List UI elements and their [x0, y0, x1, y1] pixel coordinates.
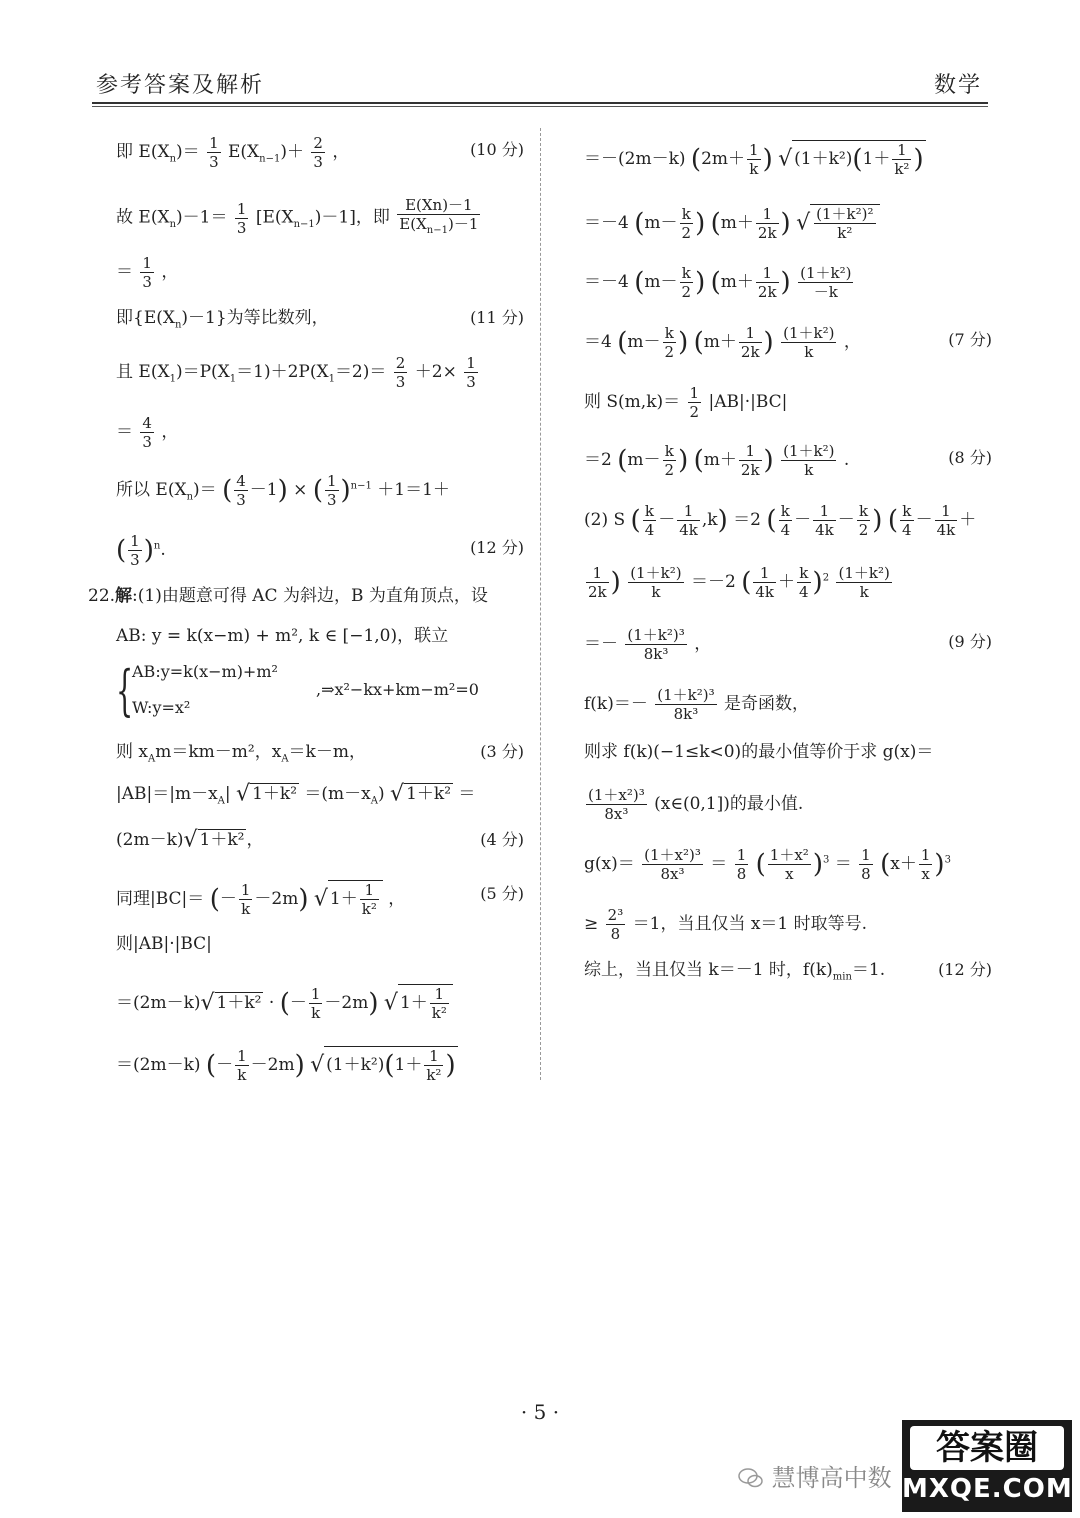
equation-line: ＝(2m－k) (－ $\frac{1}{k}$ －2m) √ (1＋k²)(1＋ $\frac{1}{\text{k²}}$ ) — [116, 1047, 456, 1084]
score-label: (4 分) — [480, 830, 524, 849]
fraction: $\frac{1}{x}$ — [920, 846, 931, 883]
brace: { — [116, 659, 134, 722]
fraction: $\frac{1}{4k}$ — [815, 502, 834, 539]
site-watermark — [902, 1420, 1072, 1512]
fraction: $\frac{1}{\text{k²}}$ — [431, 985, 447, 1022]
equation-line: $\frac{1}{2k}$ ) $\frac{\text{(1＋k²)}}{k}$ ＝－2 ( $\frac{1}{4k}$ ＋ $\frac{k}{4}$ )$^2$ $\frac{\text{(1＋k²)}}{k}$ — [588, 564, 890, 601]
fraction: $\frac{k}{4}$ — [644, 502, 655, 539]
fraction: $\frac{1}{3}$ — [236, 199, 247, 237]
fraction: $\frac{\text{(1＋x²)³}}{\text{8x³}}$ — [644, 846, 701, 883]
equation-line: 即 $E(X_n)=$ $\frac{1}{3}$ $E(X_{n-1})+$ $\frac{2}{3}$ ， — [116, 134, 350, 171]
fraction: $\frac{1}{k}$ — [310, 985, 321, 1022]
fraction: $\frac{1}{3}$ — [466, 354, 476, 391]
fraction: $\frac{\text{2³}}{8}$ — [607, 906, 624, 943]
watermark-bottom-text: MXQE.COM — [902, 1474, 1073, 1504]
fraction: $\frac{2}{3}$ — [395, 354, 406, 391]
equation-line: $\frac{\text{(1＋x²)³}}{\text{8x³}}$ (x∈(0,1])的最小值. — [588, 786, 804, 823]
equation-line: ＝－ $\frac{\text{(1＋k²)³}}{\text{8k³}}$ ， — [584, 626, 712, 663]
equation-line: ＝－(2m－k) (2m＋ $\frac{1}{k}$ ) √ (1＋k²)(1＋ $\frac{1}{\text{k²}}$ ) — [584, 141, 924, 178]
fraction: $\frac{\text{(1＋k²)}}{-k}$ — [800, 264, 852, 301]
wechat-icon — [738, 1467, 764, 1489]
equation-line: 综上，当且仅当 k＝－1 时，$f(k)_{min}=1$. — [584, 960, 886, 983]
header-title: 参考答案及解析 — [96, 73, 265, 98]
equation-line: g(x)＝ $\frac{\text{(1＋x²)³}}{\text{8x³}}$ ＝ $\frac{1}{8}$ ( $\frac{\text{1＋x²}}{x}$ )$^3$ ＝ $\frac{1}{8}$ (x＋ $\frac{1}{x}$ )$^3$ — [584, 846, 951, 883]
score-label: (3 分) — [480, 742, 524, 761]
fraction: $\frac{\text{(1＋k²)²}}{\text{k²}}$ — [816, 205, 874, 242]
fraction: $\frac{1}{3}$ — [326, 472, 337, 509]
fraction: $\frac{k}{2}$ — [664, 442, 675, 479]
equation-line: 且 $E(X_1)=P(X_1=1)+2P(X_1=2)=$ $\frac{2}{3}$ ＋2× $\frac{1}{3}$ — [116, 354, 476, 391]
fraction: $\frac{\text{(1＋k²)}}{k}$ — [783, 442, 835, 479]
fraction: $\frac{1}{k}$ — [240, 881, 251, 918]
equation-line: $|AB|=|m-x_A|$ √ $1+k^2 =(m-x_A)$ √ 1＋k² ＝ — [116, 781, 476, 807]
fraction: $\frac{k}{4}$ — [902, 502, 912, 539]
equation-line: 即$\{E(X_n)-1\}$为等比数列， — [116, 308, 329, 331]
score-label: (7 分) — [948, 330, 992, 349]
fraction: $\frac{\text{(1＋k²)}}{k}$ — [838, 564, 890, 601]
column-divider — [540, 128, 541, 1080]
fraction: $\frac{k}{2}$ — [858, 502, 869, 539]
fraction: $\frac{E(Xn)-1}{E(X_{n-1})-1}$ — [399, 196, 479, 236]
fraction: $\frac{\text{(1＋k²)}}{k}$ — [630, 564, 682, 601]
fraction: $\frac{1}{3}$ — [209, 134, 219, 171]
header-rule — [92, 102, 988, 104]
watermark-top-text: 答案圈 — [910, 1426, 1064, 1470]
equation-line: ＝－4 (m－ $\frac{k}{2}$ ) (m＋ $\frac{1}{2k}$ ) $\frac{\text{(1＋k²)}}{-k}$ — [584, 264, 852, 301]
score-label: (8 分) — [948, 448, 992, 467]
equation-line: ＝4 (m－ $\frac{k}{2}$ ) (m＋ $\frac{1}{2k}$ ) $\frac{\text{(1＋k²)}}{k}$ ， — [584, 324, 861, 361]
equation-line: 所以 $E(X_n)=$ ( $\frac{4}{3}$ －1) × ( $\frac{1}{3}$ )$^{n-1}$ ＋1＝1＋ — [116, 472, 450, 509]
fraction: $\frac{k}{2}$ — [681, 264, 692, 301]
equation-line: 则求 f(k)(−1≤k<0)的最小值等价于求 g(x)＝ — [584, 742, 934, 762]
fraction: $\frac{1}{8}$ — [736, 846, 747, 883]
score-label: (12 分) — [470, 538, 524, 557]
fraction: $\frac{4}{3}$ — [236, 472, 246, 509]
score-label: (5 分) — [480, 884, 524, 903]
fraction: $\frac{\text{(1＋x²)³}}{\text{8x³}}$ — [588, 786, 645, 823]
fraction: $\frac{1}{2k}$ — [588, 564, 607, 601]
fraction: $\frac{1}{2}$ — [689, 384, 700, 421]
system-equation-2: W:y=x² — [132, 698, 191, 717]
fraction: $\frac{1}{4k}$ — [936, 502, 956, 539]
fraction: $\frac{\text{(1＋k²)³}}{\text{8k³}}$ — [627, 626, 685, 663]
question-22-heading: 22.解:(1)由题意可得 AC 为斜边，B 为直角顶点，设 — [88, 586, 488, 606]
fraction: $\frac{1}{\text{k²}}$ — [426, 1047, 442, 1084]
fraction: $\frac{1}{\text{k²}}$ — [361, 881, 377, 918]
equation-line: f(k)＝－ $\frac{\text{(1＋k²)³}}{\text{8k³}}$ 是奇函数， — [584, 686, 810, 723]
fraction: $\frac{1}{3}$ — [130, 532, 140, 569]
fraction: $\frac{1}{k}$ — [749, 141, 759, 178]
fraction: $\frac{\text{(1＋k²)}}{k}$ — [783, 324, 835, 361]
equation-line: ＝ $\frac{1}{3}$ ， — [116, 254, 179, 291]
fraction: $\frac{1}{2k}$ — [740, 324, 760, 361]
fraction: $\frac{\text{(1＋k²)³}}{\text{8k³}}$ — [657, 686, 715, 723]
equation-line: ＝2 (m－ $\frac{k}{2}$ ) (m＋ $\frac{1}{2k}$ ) $\frac{\text{(1＋k²)}}{k}$ . — [584, 442, 850, 479]
fraction: $\frac{1}{4k}$ — [679, 502, 698, 539]
page-number: · 5 · — [520, 1400, 560, 1424]
fraction: $\frac{2}{3}$ — [313, 134, 323, 171]
equation-system — [116, 660, 536, 724]
system-equation-1: AB:y=k(x−m)+m² — [132, 662, 278, 681]
fraction: $\frac{1}{k}$ — [237, 1047, 247, 1084]
score-label: (12 分) — [938, 960, 992, 979]
header-rule-thin — [92, 106, 988, 107]
equation-line: ＝－4 (m－ $\frac{k}{2}$ ) (m＋ $\frac{1}{2k}$ ) √ $\frac{\text{(1＋k²)²}}{\text{k²}}$ — [584, 204, 992, 242]
equation-line: (2) S ( $\frac{k}{4}$ － $\frac{1}{4k}$ ,k) ＝2 ( $\frac{k}{4}$ － $\frac{1}{4k}$ － $\frac{k}{2}$ ) ( $\frac{k}{4}$ － $\frac{1}{4k}$ ＋ — [584, 502, 977, 539]
wechat-watermark: 慧博高中数 — [738, 1458, 892, 1493]
equation-line: 同理|BC|＝ (－ $\frac{1}{k}$ －2m) √ 1＋ $\frac{1}{\text{k²}}$ ， — [116, 881, 406, 918]
fraction: $\frac{1}{4k}$ — [755, 564, 774, 601]
equation-line: ≥ $\frac{\text{2³}}{8}$ ＝1，当且仅当 x＝1 时取等号. — [584, 906, 868, 943]
fraction: $\frac{1}{2k}$ — [757, 264, 777, 301]
equation-line: 故 $E(X_n)-1=$ $\frac{1}{3}$ $[E(X_{n-1})-1]$，即 $\frac{E(Xn)-1}{E(X_{n-1})-1}$ — [116, 196, 524, 240]
equation-line: (2m－k)√ 1＋k² ， — [116, 827, 264, 853]
fraction: $\frac{1}{\text{k²}}$ — [894, 141, 910, 178]
fraction: $\frac{k}{4}$ — [799, 564, 809, 601]
equation-line: 则 S(m,k)＝ $\frac{1}{2}$ |AB|·|BC| — [584, 384, 788, 421]
fraction: $\frac{k}{2}$ — [681, 205, 692, 242]
equation-line: 则 $x_Am=km-m^2$，$x_A=k-m$， — [116, 742, 366, 765]
score-label: (10 分) — [470, 140, 524, 159]
system-result: ,⇒x²−kx+km−m²=0 — [316, 680, 479, 699]
equation-line: 则|AB|·|BC| — [116, 934, 212, 954]
score-label: (9 分) — [948, 632, 992, 651]
equation-line: ( $\frac{1}{3}$ )$^n$. — [116, 532, 166, 569]
fraction: $\frac{1}{8}$ — [861, 846, 871, 883]
score-label: (11 分) — [470, 308, 524, 327]
fraction: $\frac{\text{1＋x²}}{x}$ — [769, 846, 809, 883]
equation-line: AB: y = k(x−m) + m², k ∈ [−1,0)，联立 — [116, 626, 449, 646]
fraction: $\frac{1}{2k}$ — [757, 205, 777, 242]
fraction: $\frac{1}{3}$ — [142, 254, 152, 291]
fraction: $\frac{4}{3}$ — [142, 414, 152, 451]
fraction: $\frac{1}{2k}$ — [740, 442, 760, 479]
header-subject: 数学 — [933, 73, 982, 98]
fraction: $\frac{k}{4}$ — [780, 502, 791, 539]
equation-line: ＝(2m－k)√ 1＋k² · (－ $\frac{1}{k}$ －2m) √ 1＋ $\frac{1}{\text{k²}}$ — [116, 984, 524, 1022]
fraction: $\frac{k}{2}$ — [664, 324, 675, 361]
equation-line: ＝ $\frac{4}{3}$ ， — [116, 414, 179, 451]
